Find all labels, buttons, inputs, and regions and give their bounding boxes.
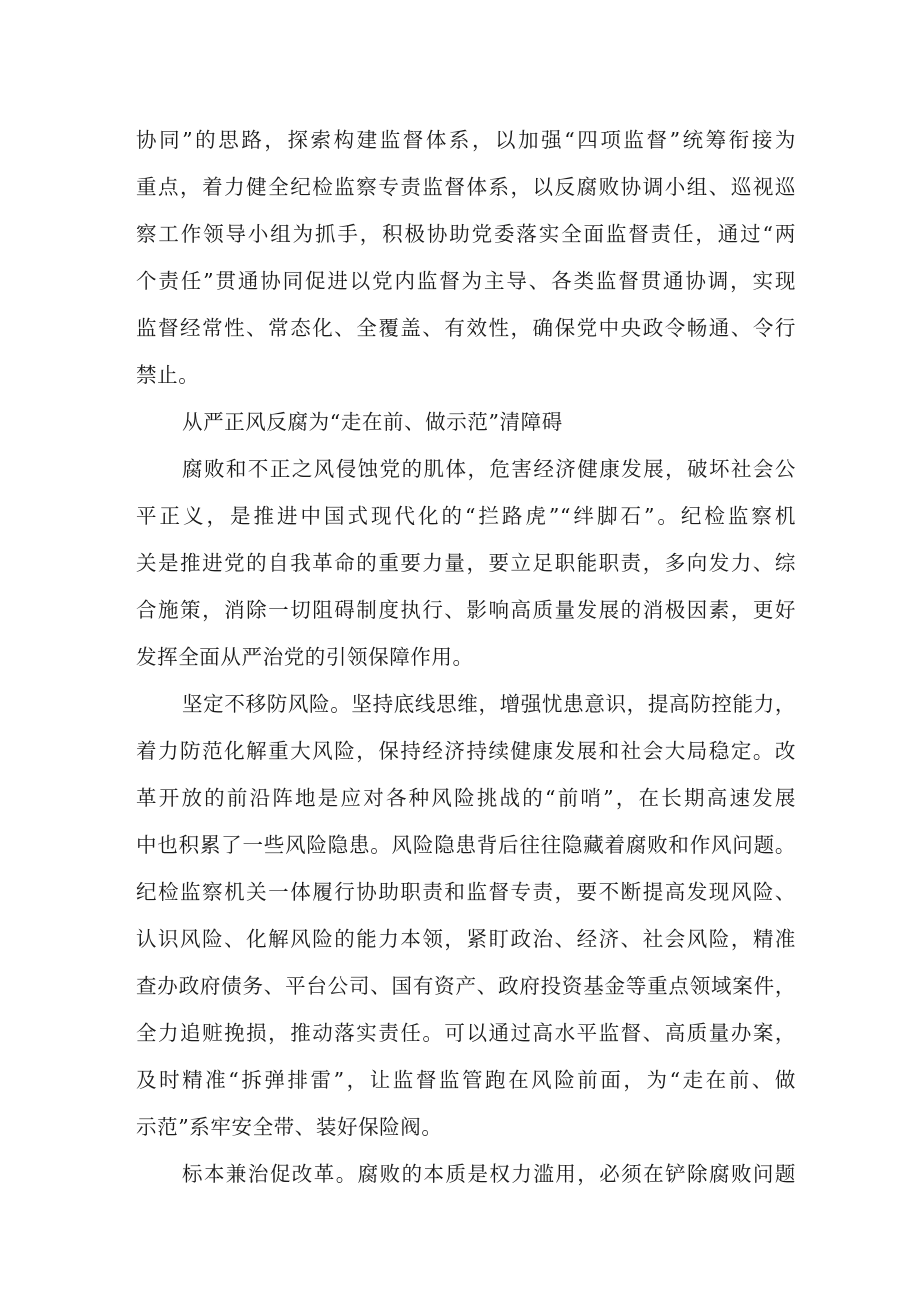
paragraph-line: 禁止。 (136, 363, 200, 387)
paragraph-line: 平正义，是推进中国式现代化的“拦路虎”“绊脚石”。纪检监察机 (136, 504, 796, 528)
paragraph-line: 发挥全面从严治党的引领保障作用。 (136, 645, 474, 669)
paragraph-line: 监督经常性、常态化、全覆盖、有效性，确保党中央政令畅通、令行 (136, 316, 796, 340)
paragraph-line: 协同”的思路，探索构建监督体系，以加强“四项监督”统筹衔接为 (136, 128, 796, 152)
paragraph-line: 标本兼治促改革。腐败的本质是权力滥用，必须在铲除腐败问题 (182, 1162, 796, 1186)
paragraph-line: 腐败和不正之风侵蚀党的肌体，危害经济健康发展，破坏社会公 (182, 457, 796, 481)
paragraph-line: 合施策，消除一切阻碍制度执行、影响高质量发展的消极因素，更好 (136, 598, 796, 622)
paragraph-line: 着力防范化解重大风险，保持经济持续健康发展和社会大局稳定。改 (136, 739, 796, 763)
paragraph-line: 中也积累了一些风险隐患。风险隐患背后往往隐藏着腐败和作风问题。 (136, 833, 796, 857)
paragraph-line: 全力追赃挽损，推动落实责任。可以通过高水平监督、高质量办案， (136, 1021, 796, 1045)
paragraph-line: 认识风险、化解风险的能力本领，紧盯政治、经济、社会风险，精准 (136, 927, 796, 951)
paragraph-line: 关是推进党的自我革命的重要力量，要立足职能职责，多向发力、综 (136, 551, 796, 575)
paragraph-line: 坚定不移防风险。坚持底线思维，增强忧患意识，提高防控能力， (182, 692, 796, 716)
paragraph-line: 查办政府债务、平台公司、国有资产、政府投资基金等重点领域案件， (136, 974, 796, 998)
section-heading: 从严正风反腐为“走在前、做示范”清障碍 (182, 410, 563, 434)
paragraph-line: 纪检监察机关一体履行协助职责和监督专责，要不断提高发现风险、 (136, 880, 796, 904)
paragraph-line: 及时精准“拆弹排雷”，让监督监管跑在风险前面，为“走在前、做 (136, 1068, 796, 1092)
paragraph-line: 革开放的前沿阵地是应对各种风险挑战的“前哨”，在长期高速发展 (136, 786, 796, 810)
paragraph-line: 察工作领导小组为抓手，积极协助党委落实全面监督责任，通过“两 (136, 222, 796, 246)
paragraph-line: 个责任”贯通协同促进以党内监督为主导、各类监督贯通协调，实现 (136, 269, 796, 293)
paragraph-line: 示范”系牢安全带、装好保险阀。 (136, 1115, 443, 1139)
paragraph-line: 重点，着力健全纪检监察专责监督体系，以反腐败协调小组、巡视巡 (136, 175, 796, 199)
